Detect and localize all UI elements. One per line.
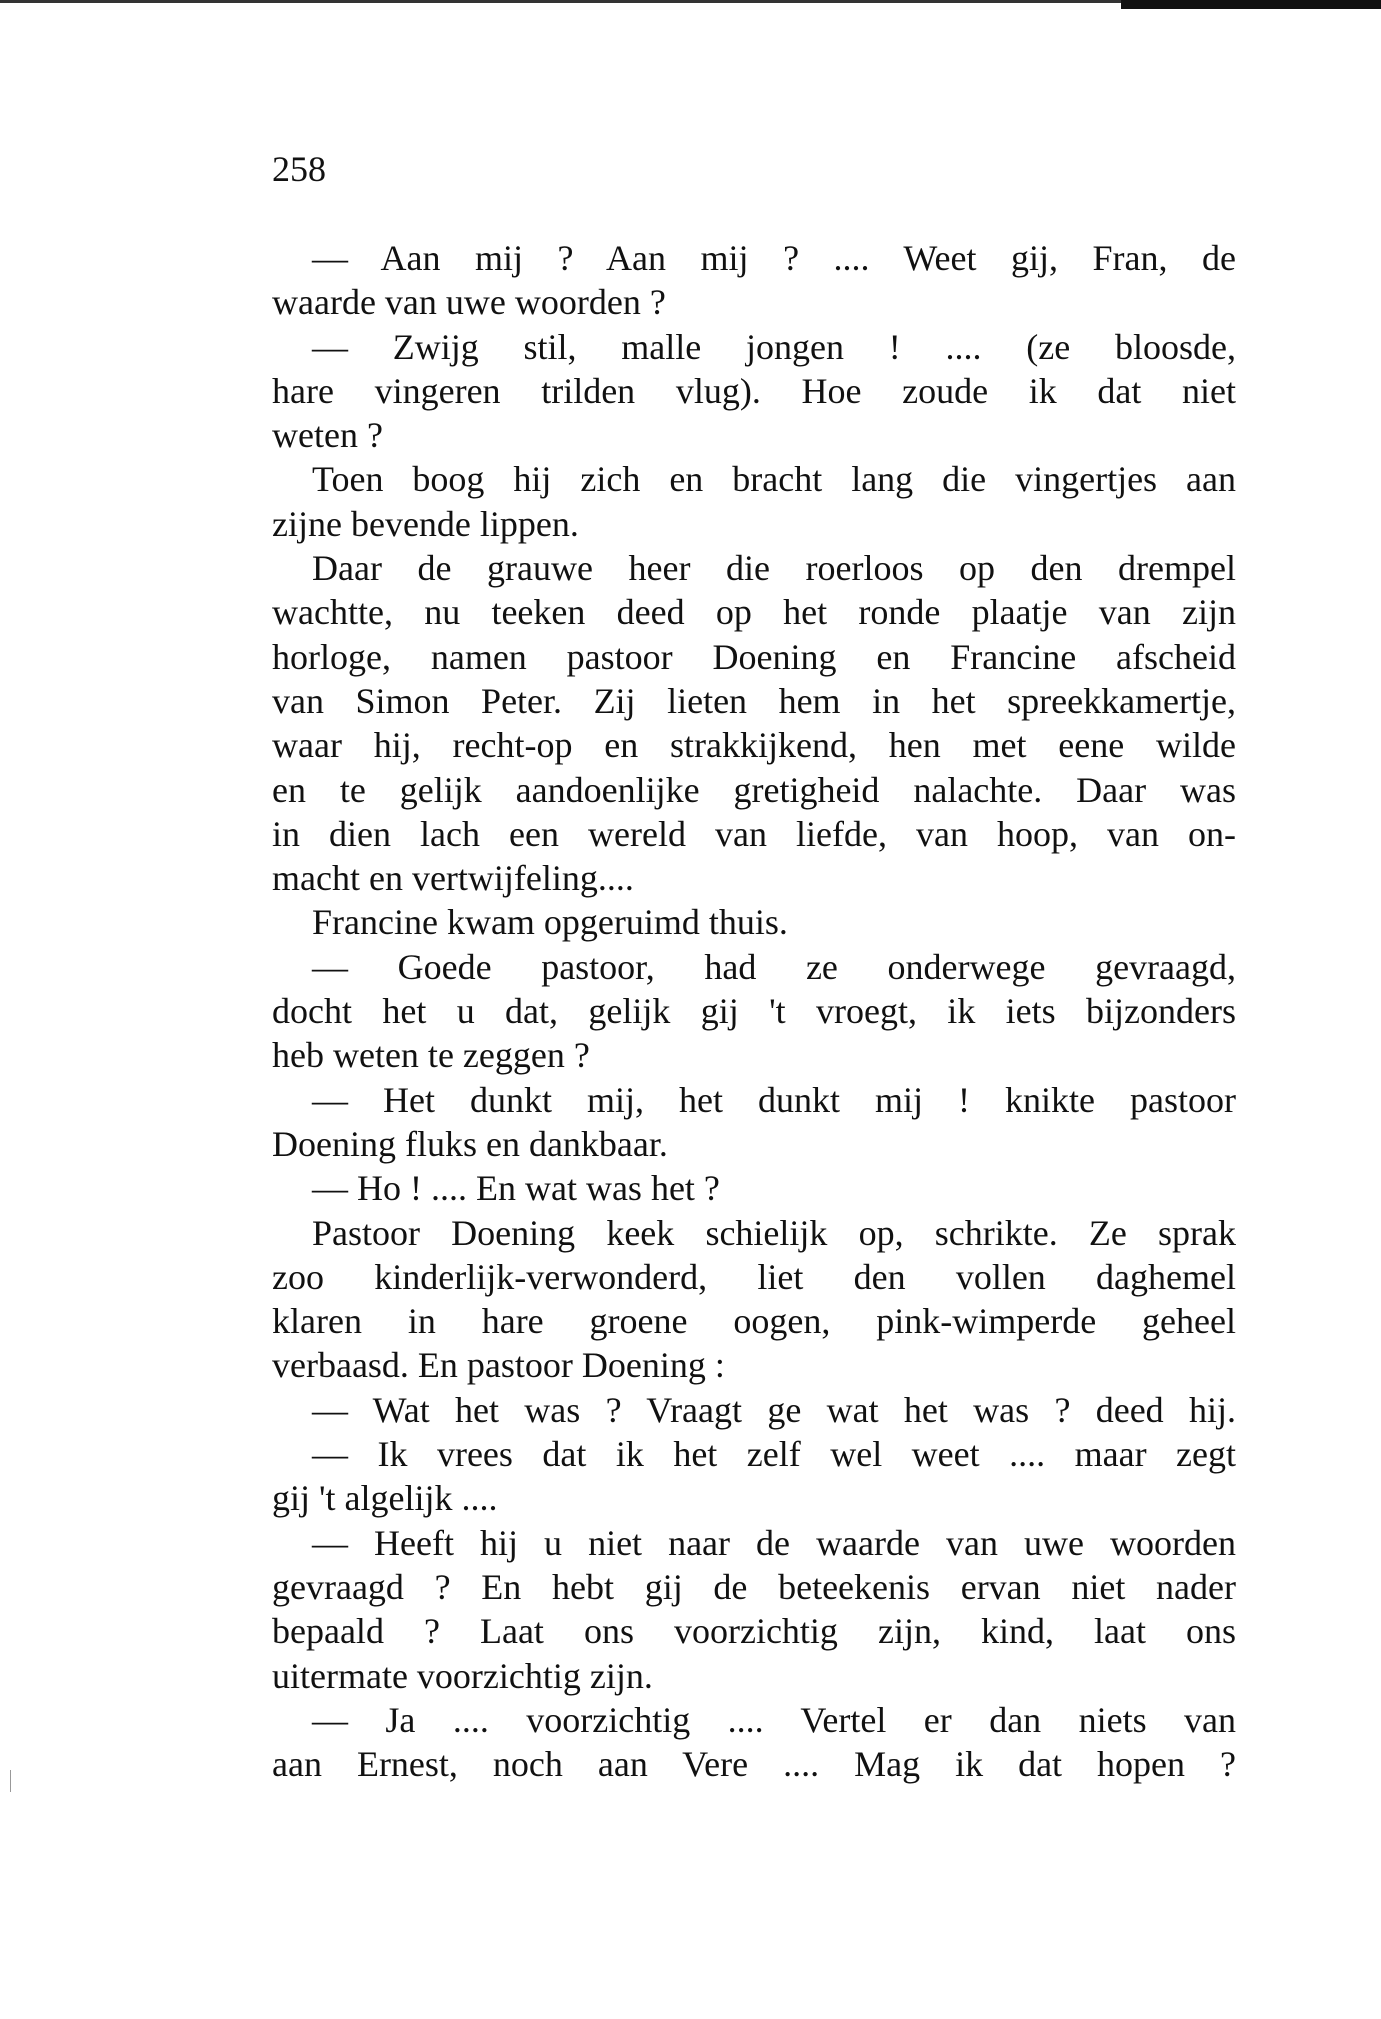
text-line: — Heeft hij u niet naar de waarde van uwe woorden xyxy=(312,1522,1236,1563)
text-line: docht het u dat, gelijk gij 't vroegt, ik iets bijzonders xyxy=(272,991,1236,1032)
text-line: van Simon Peter. Zij lieten hem in het spreekkamertje, xyxy=(272,680,1236,721)
text-line: — Zwijg stil, malle jongen ! .... (ze bloosde, xyxy=(312,326,1236,367)
page-number: 258 xyxy=(272,149,326,189)
text-line: hare vingeren trilden vlug). Hoe zoude ik dat niet xyxy=(272,370,1236,411)
text-line: bepaald ? Laat ons voorzichtig zijn, kind, laat ons xyxy=(272,1611,1236,1652)
text-line: — Wat het was ? Vraagt ge wat het was ? deed hij. xyxy=(312,1389,1236,1430)
text-line: zoo kinderlijk-verwonderd, liet den vollen daghemel xyxy=(272,1256,1236,1297)
text-line: — Goede pastoor, had ze onderwege gevraagd, xyxy=(312,946,1236,987)
text-line: Doening fluks en dankbaar. xyxy=(272,1123,668,1164)
text-line: horloge, namen pastoor Doening en Francine afscheid xyxy=(272,636,1236,677)
text-line: Francine kwam opgeruimd thuis. xyxy=(312,902,788,943)
scan-margin-mark xyxy=(10,1770,11,1792)
scan-top-edge-dark xyxy=(1121,0,1381,9)
text-line: gij 't algelijk .... xyxy=(272,1478,498,1519)
text-line: uitermate voorzichtig zijn. xyxy=(272,1655,653,1696)
text-line: — Het dunkt mij, het dunkt mij ! knikte pastoor xyxy=(312,1079,1236,1120)
body-text xyxy=(272,236,1236,1786)
text-line: weten ? xyxy=(272,415,383,456)
text-line: waar hij, recht-op en strakkijkend, hen met eene wilde xyxy=(272,725,1236,766)
text-line: gevraagd ? En hebt gij de beteekenis ervan niet nader xyxy=(272,1566,1236,1607)
text-line: in dien lach een wereld van liefde, van hoop, van on- xyxy=(272,813,1236,854)
text-line: — Ik vrees dat ik het zelf wel weet .... maar zegt xyxy=(312,1434,1236,1475)
text-line: verbaasd. En pastoor Doening : xyxy=(272,1345,725,1386)
text-line: klaren in hare groene oogen, pink-wimperde geheel xyxy=(272,1301,1236,1342)
text-line: waarde van uwe woorden ? xyxy=(272,282,666,323)
text-line: aan Ernest, noch aan Vere .... Mag ik dat hopen ? xyxy=(272,1744,1236,1785)
text-line: — Ja .... voorzichtig .... Vertel er dan niets van xyxy=(312,1699,1236,1740)
text-line: zijne bevende lippen. xyxy=(272,503,579,544)
text-line: — Ho ! .... En wat was het ? xyxy=(312,1168,720,1209)
text-line: Pastoor Doening keek schielijk op, schrikte. Ze sprak xyxy=(312,1212,1236,1253)
text-line: en te gelijk aandoenlijke gretigheid nalachte. Daar was xyxy=(272,769,1236,810)
text-line: macht en vertwijfeling.... xyxy=(272,858,634,899)
text-line: Toen boog hij zich en bracht lang die vingertjes aan xyxy=(312,459,1236,500)
text-line: heb weten te zeggen ? xyxy=(272,1035,590,1076)
text-line: — Aan mij ? Aan mij ? .... Weet gij, Fran, de xyxy=(312,238,1236,278)
text-line: wachtte, nu teeken deed op het ronde plaatje van zijn xyxy=(272,592,1236,633)
text-line: Daar de grauwe heer die roerloos op den drempel xyxy=(312,548,1236,589)
